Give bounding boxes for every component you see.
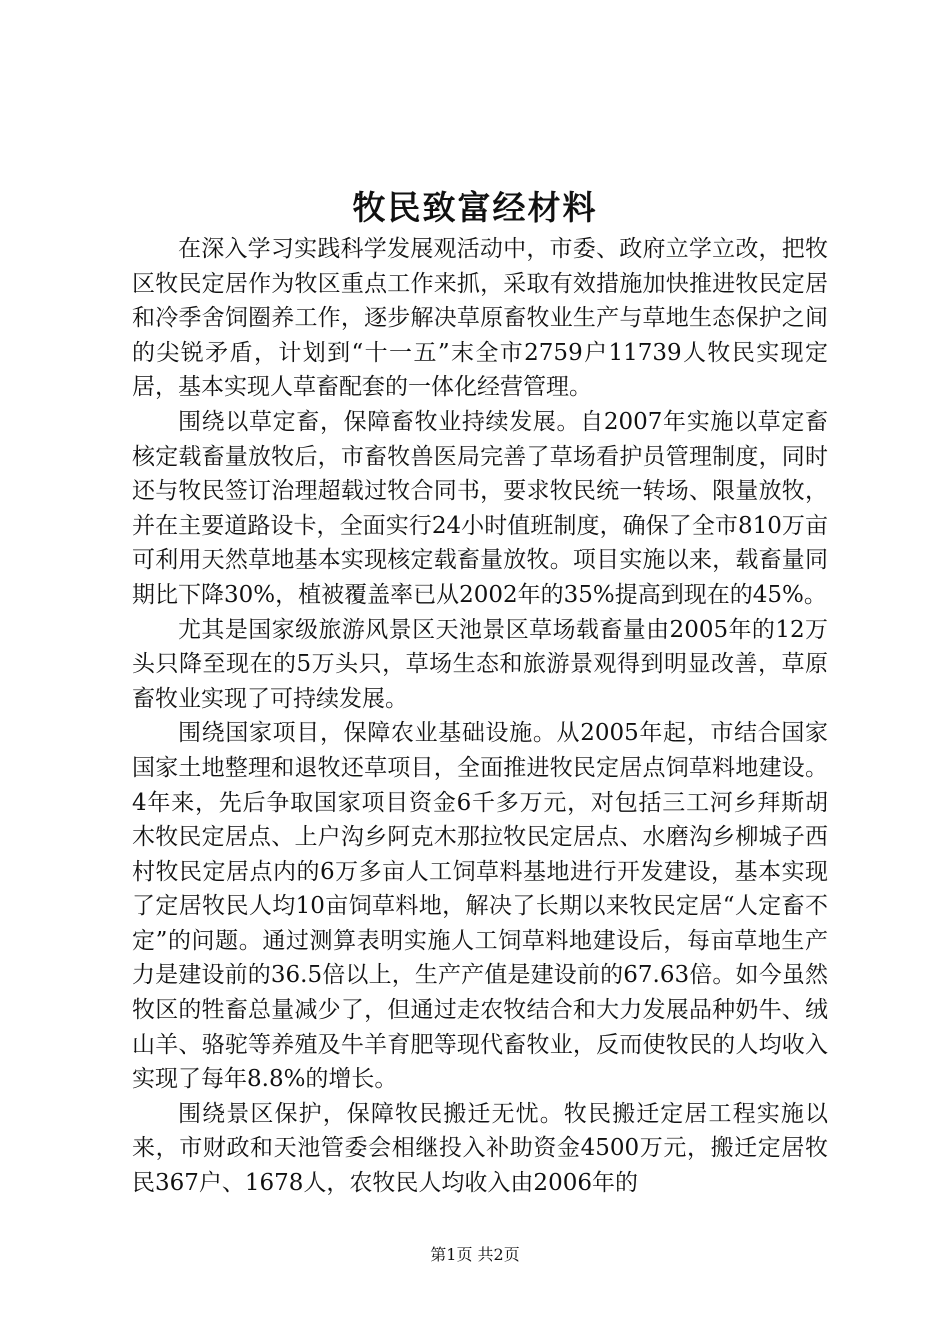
paragraph-intro: 在深入学习实践科学发展观活动中，市委、政府立学立改，把牧区牧民定居作为牧区重点工作来抓，采取有效措施加快推进牧民定居和冷季舍饲圈养工作，逐步解决草原畜牧业生产与草地生态保护之间的尖锐矛盾，计划到“十一五”末全市2759户11739人牧民实现定居，基本实现人草畜配套的一体化经营管理。: [132, 236, 828, 401]
document-title: 牧民致富经材料: [352, 188, 598, 227]
page-number-footer: 第1页 共2页: [430, 1245, 520, 1264]
paragraph-grazing: 围绕以草定畜，保障畜牧业持续发展。自2007年实施以草定畜核定载畜量放牧后，市畜牧兽医局完善了草场看护员管理制度，同时还与牧民签订治理超载过牧合同书，要求牧民统一转场、限量放牧，并在主要道路设卡，全面实行24小时值班制度，确保了全市810万亩可利用天然草地基本实现核定载畜量放牧。项目实施以来，载畜量同期比下降30%，植被覆盖率已从2002年的35%提高到现在的45%。: [132, 408, 828, 608]
paragraph-tianchi: 尤其是国家级旅游风景区天池景区草场载畜量由2005年的12万头只降至现在的5万头只，草场生态和旅游景观得到明显改善，草原畜牧业实现了可持续发展。: [132, 616, 828, 712]
document-body: [132, 232, 828, 1201]
paragraph-relocation: 围绕景区保护，保障牧民搬迁无忧。牧民搬迁定居工程实施以来，市财政和天池管委会相继投入补助资金4500万元，搬迁定居牧民367户、1678人，农牧民人均收入由2006年的: [132, 1100, 828, 1197]
paragraph-national-projects: 围绕国家项目，保障农业基础设施。从2005年起，市结合国家国家土地整理和退牧还草项目，全面推进牧民定居点饲草料地建设。4年来，先后争取国家项目资金6千多万元，对包括三工河乡拜斯胡木牧民定居点、上户沟乡阿克木那拉牧民定居点、水磨沟乡柳城子西村牧民定居点内的6万多亩人工饲草料基地进行开发建设，基本实现了定居牧民人均10亩饲草料地，解决了长期以来牧民定居“人定畜不定”的问题。通过测算表明实施人工饲草料地建设后，每亩草地生产力是建设前的36.5倍以上，生产产值是建设前的67.63倍。如今虽然牧区的牲畜总量减少了，但通过走农牧结合和大力发展品种奶牛、绒山羊、骆驼等养殖及牛羊育肥等现代畜牧业，反而使牧民的人均收入实现了每年8.8%的增长。: [132, 720, 828, 1093]
